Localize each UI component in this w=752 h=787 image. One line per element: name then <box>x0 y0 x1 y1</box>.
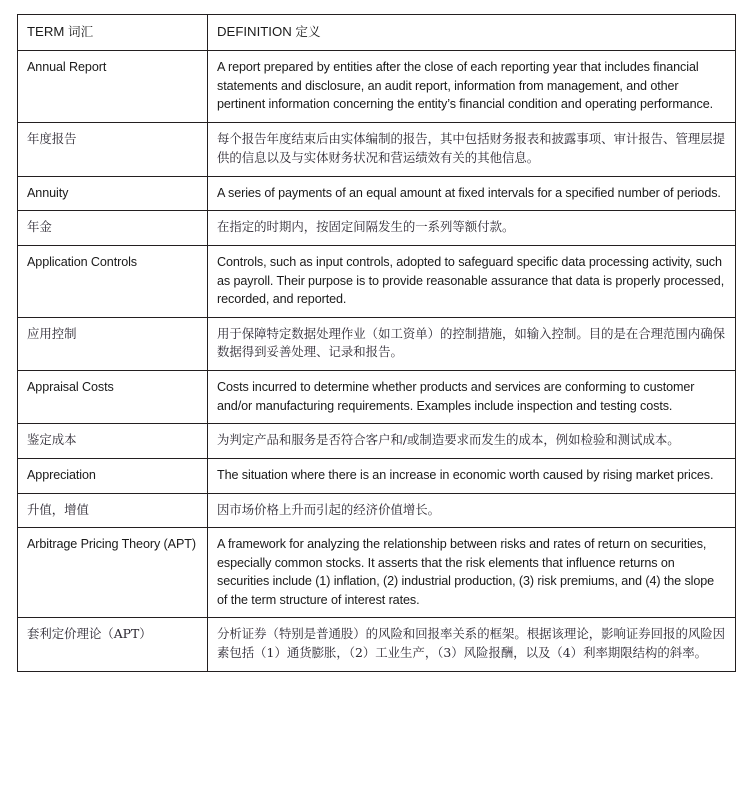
definition-cell: A framework for analyzing the relationship between risks and rates of return on securities, especially common stocks. It asserts that the risk elements that influence returns on securities include (1) inflation, (2) industrial production, (3) risk premiums, and (4) the slope of the term structure of interest rates. <box>208 528 736 618</box>
glossary-row <box>18 246 736 318</box>
column-header-definition-zh: 定义 <box>295 24 321 39</box>
term-cell: 升值，增值 <box>18 493 208 528</box>
glossary-document <box>17 14 735 672</box>
term-cell: 年度报告 <box>18 122 208 176</box>
term-cell: 年金 <box>18 211 208 246</box>
glossary-table <box>17 14 736 672</box>
term-cell: 套利定价理论（APT） <box>18 618 208 672</box>
glossary-row <box>18 424 736 459</box>
glossary-row <box>18 176 736 211</box>
term-cell: Arbitrage Pricing Theory (APT) <box>18 528 208 618</box>
definition-cell: 用于保障特定数据处理作业（如工资单）的控制措施，如输入控制。目的是在合理范围内确保数据得到妥善处理、记录和报告。 <box>208 317 736 371</box>
table-header-row <box>18 15 736 51</box>
definition-cell: 因市场价格上升而引起的经济价值增长。 <box>208 493 736 528</box>
term-cell: Annuity <box>18 176 208 211</box>
glossary-row <box>18 317 736 371</box>
definition-cell: A series of payments of an equal amount at fixed intervals for a specified number of periods. <box>208 176 736 211</box>
definition-cell: Costs incurred to determine whether products and services are conforming to customer and/or manufacturing requirements. Examples include inspection and testing costs. <box>208 371 736 424</box>
definition-cell: 在指定的时期内，按固定间隔发生的一系列等额付款。 <box>208 211 736 246</box>
definition-cell: A report prepared by entities after the close of each reporting year that includes financial statements and disclosure, an audit report, information from management, and other pertinent information concerning the entity’s financial condition and operating performance. <box>208 51 736 123</box>
term-cell: Appraisal Costs <box>18 371 208 424</box>
definition-cell: Controls, such as input controls, adopted to safeguard specific data processing activity, such as payroll. Their purpose is to provide reasonable assurance that data is properly processed, recorded, and reported. <box>208 246 736 318</box>
column-header-term-en: TERM <box>27 24 65 39</box>
glossary-table-body <box>18 15 736 672</box>
column-header-definition <box>208 15 736 51</box>
glossary-row <box>18 211 736 246</box>
glossary-row <box>18 371 736 424</box>
glossary-row <box>18 459 736 494</box>
glossary-row <box>18 493 736 528</box>
glossary-row <box>18 618 736 672</box>
term-cell: Annual Report <box>18 51 208 123</box>
term-cell: 鉴定成本 <box>18 424 208 459</box>
definition-cell: The situation where there is an increase in economic worth caused by rising market prices. <box>208 459 736 494</box>
definition-cell: 分析证券（特别是普通股）的风险和回报率关系的框架。根据该理论，影响证券回报的风险因素包括（1）通货膨胀，（2）工业生产，（3）风险报酬，以及（4）利率期限结构的斜率。 <box>208 618 736 672</box>
column-header-term <box>18 15 208 51</box>
column-header-definition-en: DEFINITION <box>217 24 292 39</box>
glossary-row <box>18 51 736 123</box>
glossary-row <box>18 122 736 176</box>
term-cell: Appreciation <box>18 459 208 494</box>
definition-cell: 为判定产品和服务是否符合客户和/或制造要求而发生的成本，例如检验和测试成本。 <box>208 424 736 459</box>
definition-cell: 每个报告年度结束后由实体编制的报告，其中包括财务报表和披露事项、审计报告、管理层提供的信息以及与实体财务状况和营运绩效有关的其他信息。 <box>208 122 736 176</box>
glossary-row <box>18 528 736 618</box>
term-cell: Application Controls <box>18 246 208 318</box>
term-cell: 应用控制 <box>18 317 208 371</box>
column-header-term-zh: 词汇 <box>68 24 94 39</box>
